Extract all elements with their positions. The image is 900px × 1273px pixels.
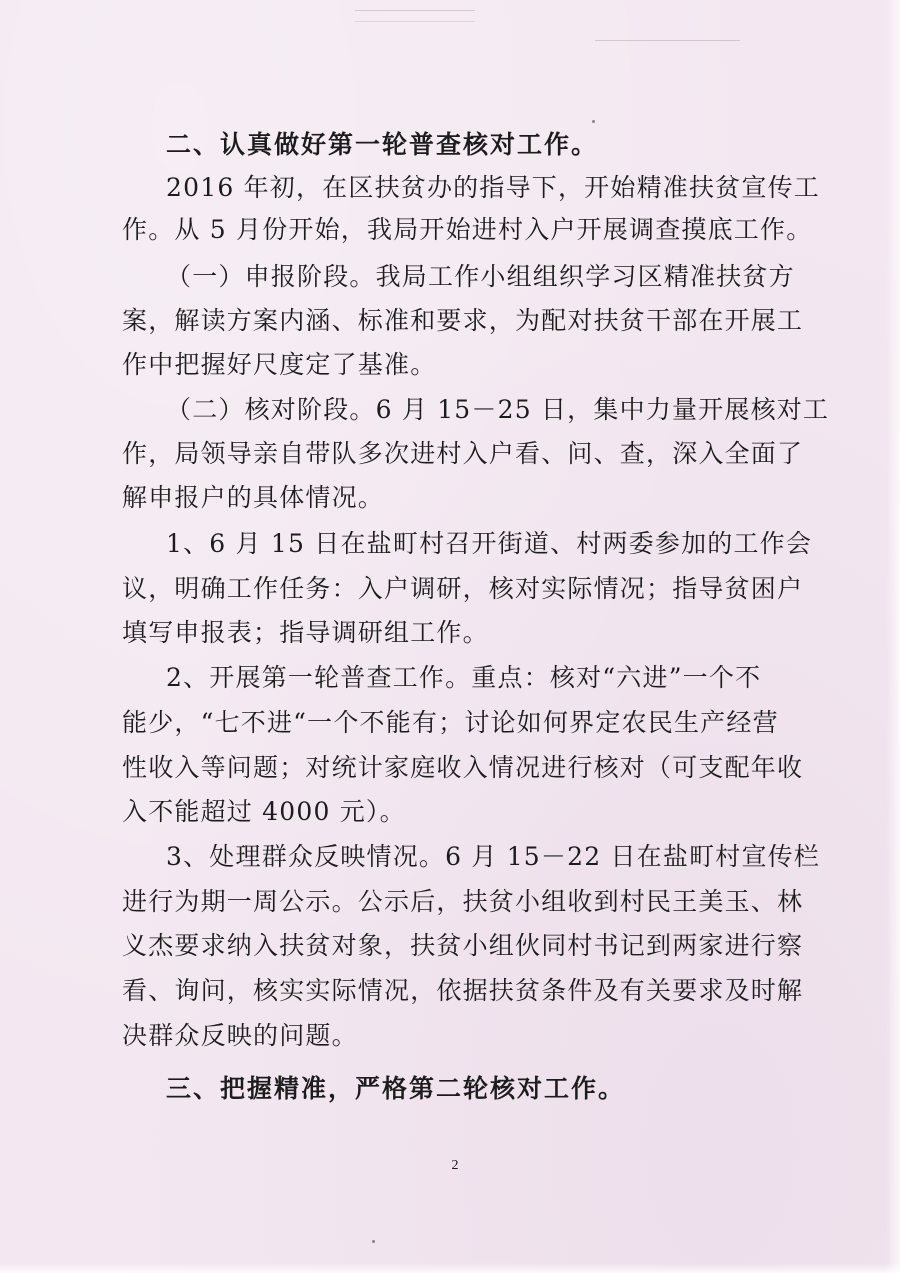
- scan-edge: [0, 1263, 900, 1273]
- paragraph-line: 2、开展第一轮普查工作。重点：核对“六进”一个不: [166, 663, 762, 692]
- paragraph-line: 性收入等问题；对统计家庭收入情况进行核对（可支配年收: [122, 753, 804, 782]
- scan-artifact-top: [355, 10, 475, 22]
- paragraph-line: （一）申报阶段。我局工作小组组织学习区精准扶贫方: [166, 262, 795, 291]
- paragraph-line: 看、询问，核实实际情况，依据扶贫条件及有关要求及时解: [122, 976, 804, 1005]
- paragraph-line: 入不能超过 4000 元）。: [122, 797, 406, 826]
- scan-speck: [592, 120, 595, 123]
- paragraph-line: 填写申报表；指导调研组工作。: [122, 618, 489, 647]
- paragraph-line: 作中把握好尺度定了基准。: [122, 350, 437, 379]
- paragraph-line: 作，局领导亲自带队多次进村入户看、问、查，深入全面了: [122, 439, 804, 468]
- paragraph-line: （二）核对阶段。6 月 15－25 日，集中力量开展核对工: [166, 395, 830, 424]
- paragraph-line: 议，明确工作任务：入户调研，核对实际情况；指导贫困户: [122, 574, 804, 603]
- paragraph-line: 决群众反映的问题。: [122, 1021, 358, 1050]
- paragraph-line: 案，解读方案内涵、标准和要求，为配对扶贫干部在开展工: [122, 306, 804, 335]
- paragraph-line: 作。从 5 月份开始，我局开始进村入户开展调查摸底工作。: [122, 215, 813, 244]
- paragraph-line: 3、处理群众反映情况。6 月 15－22 日在盐町村宣传栏: [166, 842, 821, 871]
- page-number: 2: [451, 1158, 459, 1173]
- paragraph-line: 能少，“七不进“一个不能有；讨论如何界定农民生产经营: [122, 708, 779, 737]
- scan-speck: [372, 1240, 375, 1243]
- scan-edge: [886, 0, 900, 1273]
- paragraph-line: 义杰要求纳入扶贫对象，扶贫小组伙同村书记到两家进行察: [122, 931, 804, 960]
- scan-artifact-line: [595, 40, 740, 41]
- paragraph-line: 1、6 月 15 日在盐町村召开街道、村两委参加的工作会: [166, 529, 813, 558]
- paragraph-line: 解申报户的具体情况。: [122, 483, 385, 512]
- paragraph-line: 2016 年初，在区扶贫办的指导下，开始精准扶贫宣传工: [166, 173, 820, 202]
- section-heading-3: 三、把握精准，严格第二轮核对工作。: [166, 1074, 626, 1103]
- section-heading-2: 二、认真做好第一轮普查核对工作。: [166, 130, 599, 159]
- paragraph-line: 进行为期一周公示。公示后，扶贫小组收到村民王美玉、林: [122, 887, 804, 916]
